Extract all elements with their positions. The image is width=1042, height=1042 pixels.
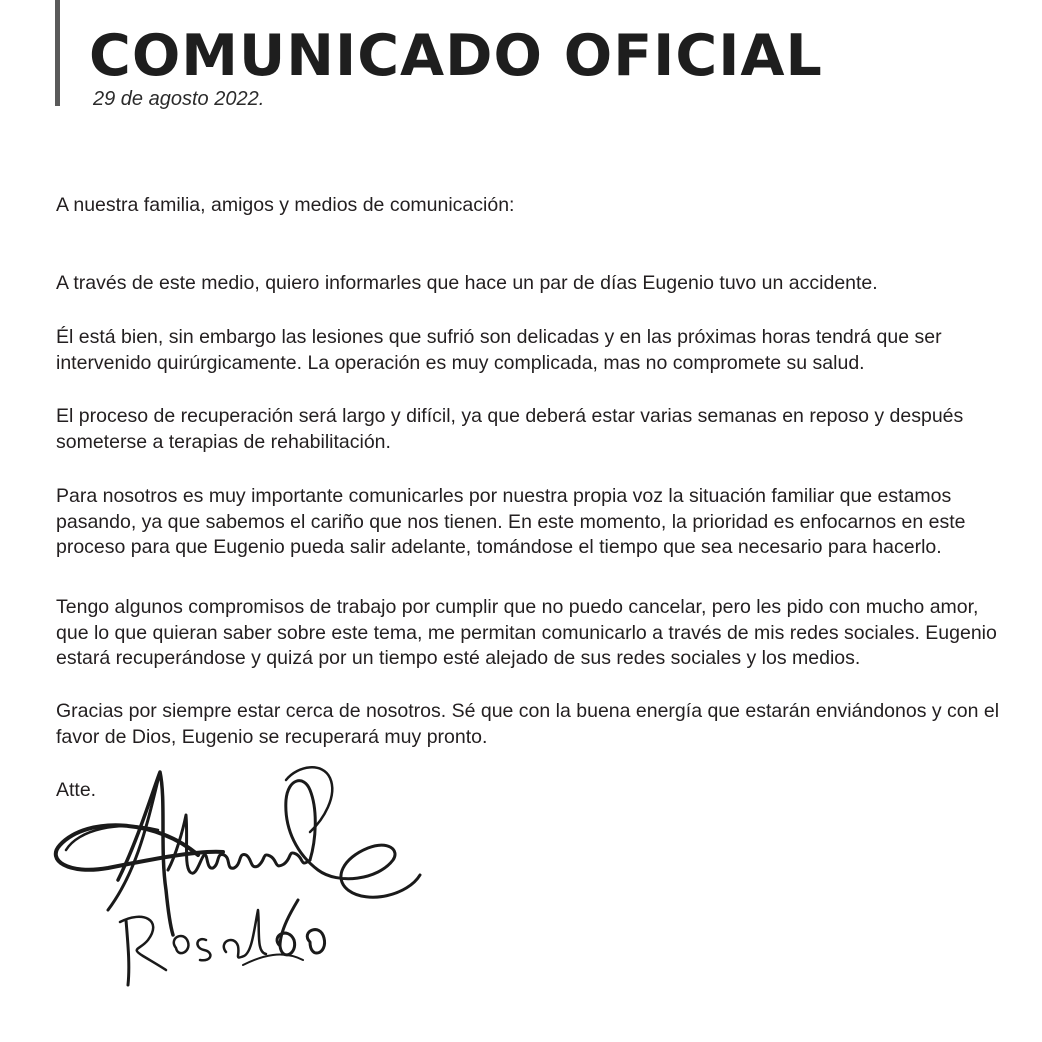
letter-paragraph: Él está bien, sin embargo las lesiones que sufrió son delicadas y en las próximas horas tendrá que ser intervenido quirúrgicamente. La operación es muy complicada, mas no compromete su salud. <box>56 326 942 374</box>
handwritten-signature <box>48 760 428 1000</box>
header-accent-bar <box>55 0 60 106</box>
statement-date: 29 de agosto 2022. <box>93 88 265 110</box>
letter-paragraph: Gracias por siempre estar cerca de nosotros. Sé que con la buena energía que estarán enviándonos y con el favor de Dios, Eugenio se recuperará muy pronto. <box>56 700 1000 748</box>
letter-paragraph: Para nosotros es muy importante comunicarles por nuestra propia voz la situación familiar que estamos pasando, ya que sabemos el cariño que nos tienen. En este momento, la prioridad es enfocarnos en este proceso para que Eugenio pueda salir adelante, tomándose el tiempo que sea necesario para hacerlo. <box>56 485 966 558</box>
letter-paragraph: El proceso de recuperación será largo y difícil, ya que deberá estar varias semanas en reposo y después someterse a terapias de rehabilitación. <box>56 405 964 453</box>
letter-closing: Atte. <box>56 779 97 801</box>
letter-greeting: A nuestra familia, amigos y medios de comunicación: <box>56 194 515 216</box>
page-title: COMUNICADO OFICIAL <box>89 23 823 89</box>
letter-paragraph: Tengo algunos compromisos de trabajo por cumplir que no puedo cancelar, pero les pido con mucho amor, que lo que quieran saber sobre este tema, me permitan comunicarlo a través de mis redes sociales. Eugenio estará recuperándose y quizá por un tiempo esté alejado de sus redes sociales y los medios. <box>56 596 997 669</box>
letter-paragraph: A través de este medio, quiero informarles que hace un par de días Eugenio tuvo un accidente. <box>56 272 878 294</box>
